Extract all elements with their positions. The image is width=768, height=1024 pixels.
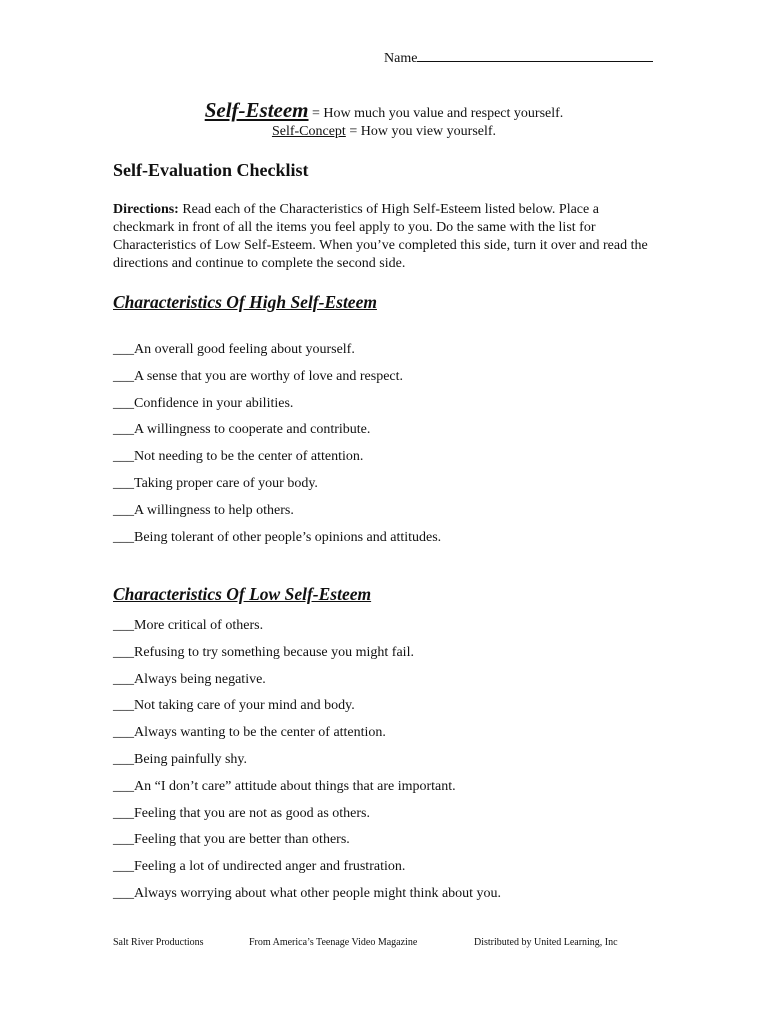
checklist-item[interactable]: ___Not needing to be the center of attention.: [113, 449, 364, 465]
checklist-item[interactable]: ___More critical of others.: [113, 618, 264, 633]
checklist-item[interactable]: ___Being tolerant of other people’s opinions and attitudes.: [113, 529, 442, 545]
self-concept-def-text: = How you view yourself.: [345, 124, 497, 139]
high-self-esteem-list: [113, 341, 441, 555]
page-title: Self-Evaluation Checklist: [113, 160, 309, 180]
name-blank-line[interactable]: [417, 46, 653, 62]
low-self-esteem-heading: Characteristics Of Low Self-Esteem: [113, 584, 372, 604]
checklist-item[interactable]: ___Refusing to try something because you might fail.: [113, 644, 414, 660]
checklist-item[interactable]: ___Feeling that you are not as good as others.: [113, 805, 371, 821]
checklist-item[interactable]: ___Always wanting to be the center of attention.: [113, 725, 386, 741]
footer-distributor: Distributed by United Learning, Inc: [474, 937, 618, 948]
checklist-item[interactable]: ___Not taking care of your mind and body.: [113, 698, 355, 714]
checklist-item[interactable]: ___A willingness to cooperate and contribute.: [113, 422, 371, 438]
checklist-item[interactable]: ___Always being negative.: [113, 671, 266, 687]
self-esteem-def-text: = How much you value and respect yourself.: [308, 106, 564, 121]
name-label: Name: [384, 51, 418, 66]
checklist-item[interactable]: ___Being painfully shy.: [113, 751, 248, 767]
name-field: [384, 46, 653, 68]
directions-text: Read each of the Characteristics of High Self-Esteem listed below. Place a checkmark in front of all the items you feel apply to you. Do the same with the list for Characteristics of Low Self-Esteem. When you’ve completed this side, turn it over and read the directions and continue to complete the second side.: [113, 202, 648, 271]
checklist-item[interactable]: ___Always worrying about what other people might think about you.: [113, 885, 502, 901]
directions-label: Directions:: [113, 202, 179, 217]
footer-source: From America’s Teenage Video Magazine: [249, 937, 418, 948]
high-self-esteem-heading: Characteristics Of High Self-Esteem: [113, 292, 377, 312]
checklist-item[interactable]: ___A sense that you are worthy of love and respect.: [113, 368, 404, 384]
checklist-item[interactable]: ___A willingness to help others.: [113, 502, 294, 518]
self-concept-definition: [0, 124, 768, 140]
self-esteem-term: Self-Esteem: [204, 98, 309, 122]
checklist-item[interactable]: ___Confidence in your abilities.: [113, 395, 294, 411]
checklist-item[interactable]: ___Feeling a lot of undirected anger and frustration.: [113, 859, 406, 875]
checklist-item[interactable]: ___An “I don’t care” attitude about things that are important.: [113, 778, 456, 794]
self-concept-term: Self-Concept: [271, 124, 346, 139]
footer-producer: Salt River Productions: [113, 937, 204, 948]
checklist-item[interactable]: ___An overall good feeling about yourself.: [113, 342, 355, 357]
self-esteem-definition: [0, 98, 768, 123]
checklist-item[interactable]: ___Feeling that you are better than others.: [113, 832, 350, 848]
directions-paragraph: [113, 201, 653, 273]
checklist-item[interactable]: ___Taking proper care of your body.: [113, 475, 318, 491]
low-self-esteem-list: [113, 617, 501, 912]
